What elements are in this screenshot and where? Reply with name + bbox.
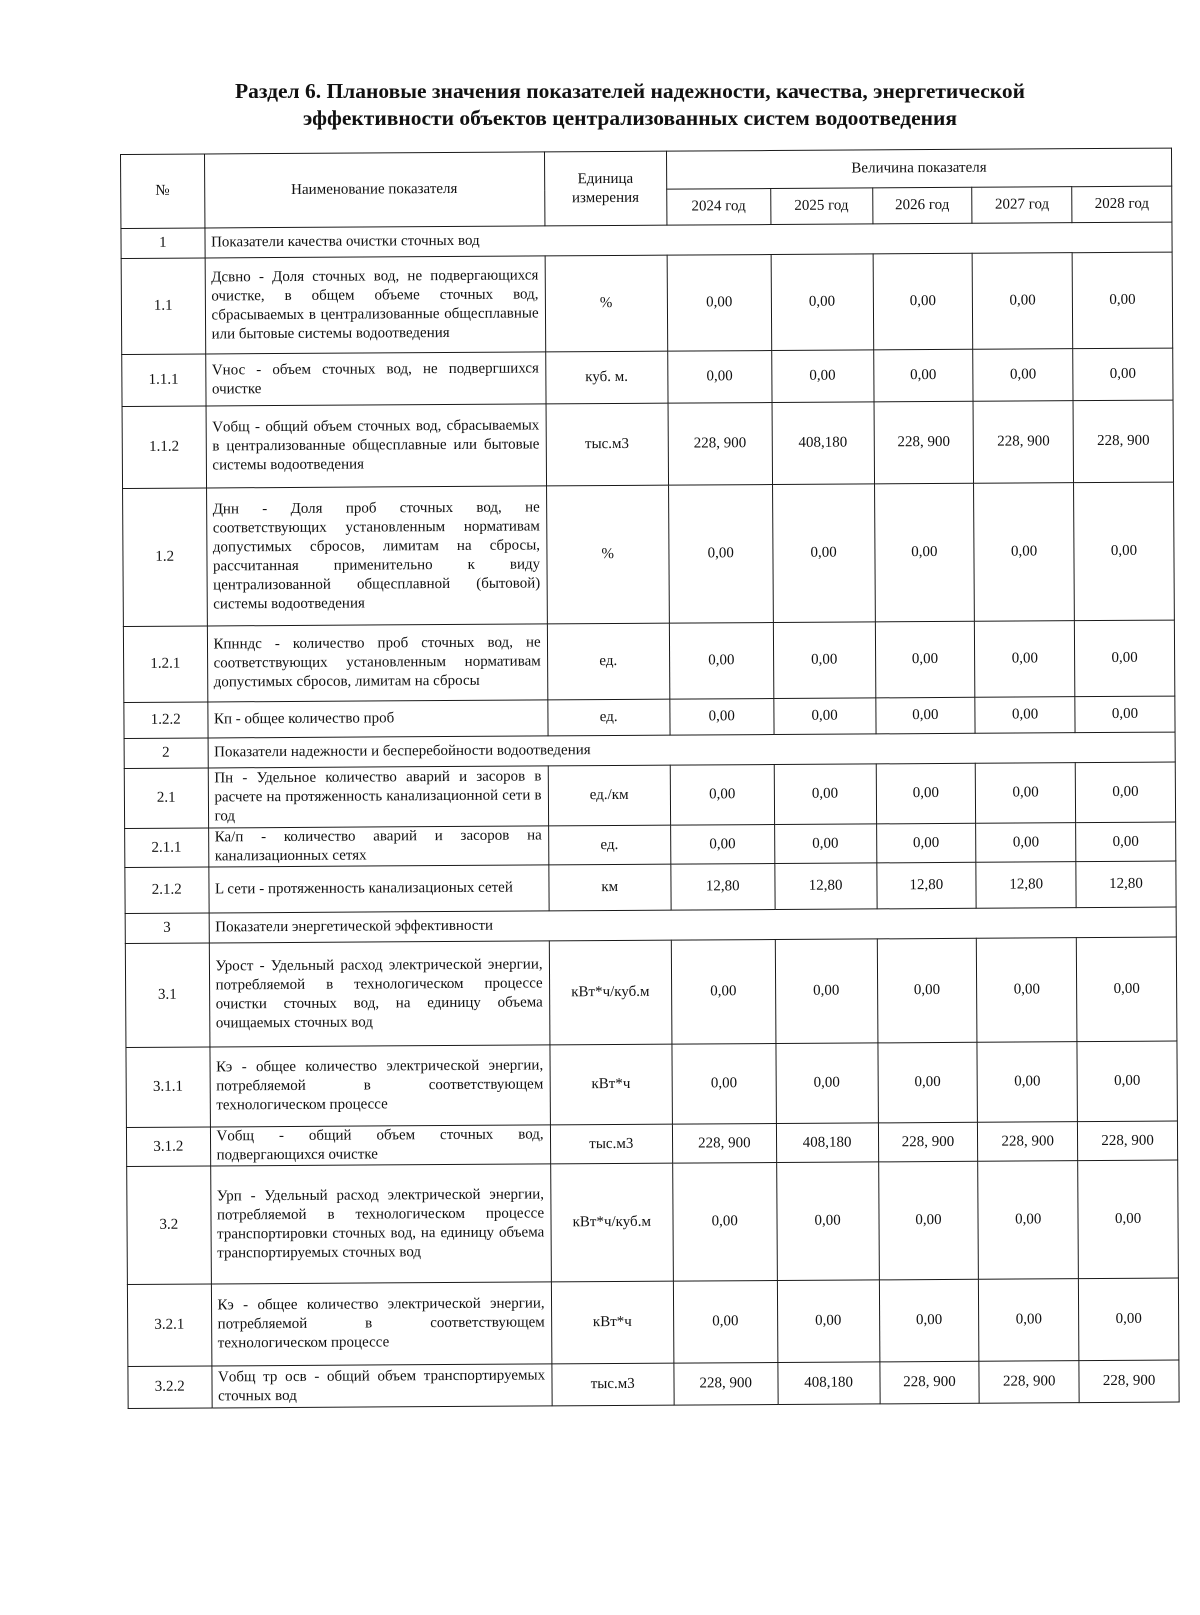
header-year: 2028 год — [1072, 186, 1172, 223]
indicator-value: 0,00 — [776, 1162, 879, 1281]
indicator-value: 0,00 — [777, 1280, 879, 1363]
table-row — [125, 937, 1177, 1047]
indicator-unit: тыс.м3 — [550, 1124, 672, 1164]
table-row — [122, 400, 1173, 488]
indicator-name: L сети - протяженность канализационых сетей — [208, 865, 548, 913]
indicator-num: 2.1 — [124, 768, 208, 829]
section-title: Показатели энергетической эффективности — [209, 907, 1177, 943]
indicator-value: 0,00 — [974, 483, 1075, 622]
indicator-num: 2.1.1 — [125, 828, 209, 868]
indicator-value: 0,00 — [1074, 482, 1175, 621]
indicator-value: 0,00 — [672, 1044, 776, 1125]
indicator-value: 0,00 — [873, 349, 973, 402]
indicator-value: 0,00 — [670, 825, 774, 865]
indicator-value: 0,00 — [876, 763, 976, 824]
indicator-value: 0,00 — [1076, 822, 1176, 862]
indicator-unit: % — [545, 255, 668, 352]
indicator-value: 0,00 — [879, 1279, 979, 1362]
indicator-value: 12,80 — [775, 863, 877, 910]
indicator-num: 1.2.2 — [124, 702, 208, 739]
indicator-num: 1.2 — [123, 488, 207, 627]
table-row — [125, 861, 1176, 913]
section-num: 1 — [121, 228, 205, 259]
indicator-value: 408,180 — [778, 1362, 880, 1405]
indicator-num: 3.1.2 — [126, 1127, 210, 1167]
title-line-2: эффективности объектов централизованных систем водоотведения — [302, 106, 958, 130]
indicator-value: 0,00 — [771, 254, 873, 351]
section-num: 2 — [124, 738, 208, 769]
indicator-value: 0,00 — [774, 824, 876, 864]
table-row — [122, 348, 1173, 406]
table-row — [127, 1278, 1178, 1366]
table-row — [123, 620, 1174, 702]
indicator-value: 0,00 — [771, 350, 873, 403]
indicator-num: 3.2.1 — [127, 1284, 211, 1367]
indicator-unit: кВт*ч/куб.м — [550, 1163, 673, 1282]
indicator-value: 0,00 — [977, 1042, 1077, 1123]
indicator-name: Vнос - объем сточных вод, не подвергшихся очистке — [205, 352, 545, 406]
indicator-value: 408,180 — [772, 402, 874, 485]
indicator-value: 0,00 — [1072, 252, 1172, 349]
table-row — [127, 1160, 1179, 1284]
indicator-value: 228, 900 — [1079, 1360, 1179, 1403]
indicator-name: Кэ - общее количество электрической энергии, потребляемой в соответствующем технологическом процессе — [211, 1282, 552, 1366]
indicator-value: 228, 900 — [979, 1361, 1079, 1404]
table-row — [128, 1360, 1179, 1408]
indicator-unit: кВт*ч — [550, 1044, 673, 1125]
indicator-value: 0,00 — [975, 697, 1075, 734]
header-num: № — [121, 154, 205, 229]
header-name: Наименование показателя — [204, 152, 545, 228]
indicator-value: 0,00 — [973, 349, 1073, 402]
indicator-value: 0,00 — [876, 823, 976, 863]
indicator-value: 0,00 — [1078, 1278, 1178, 1361]
indicator-name: Пн - Удельное количество аварий и засоров в расчете на протяженность канализационной сети в год — [208, 766, 548, 828]
indicator-value: 0,00 — [977, 938, 1077, 1043]
table-row — [121, 252, 1173, 354]
indicator-unit: ед./км — [548, 765, 671, 826]
header-year: 2024 год — [667, 189, 771, 226]
indicator-name: Vобщ - общий объем сточных вод, подвергающихся очистке — [210, 1125, 550, 1166]
indicator-value: 0,00 — [1078, 1160, 1179, 1279]
indicator-value: 0,00 — [975, 621, 1075, 698]
indicator-value: 228, 900 — [978, 1122, 1078, 1162]
indicator-num: 3.2.2 — [128, 1366, 212, 1409]
indicator-value: 0,00 — [976, 763, 1076, 824]
indicator-name: Днн - Доля проб сточных вод, не соответствующих установленным нормативам допустимых сбросов, лимитам на сбросы, рассчитанная применительно к виду централизованной общесплавной (бытовой) системы водоотведения — [206, 486, 547, 626]
indicator-num: 3.1 — [125, 943, 209, 1048]
indicator-unit: ед. — [547, 623, 670, 700]
indicator-unit: тыс.м3 — [546, 403, 669, 486]
indicator-value: 0,00 — [976, 823, 1076, 863]
indicator-value: 408,180 — [776, 1123, 878, 1163]
indicator-value: 12,80 — [976, 862, 1076, 909]
indicator-value: 0,00 — [670, 765, 774, 826]
indicator-name: Урост - Удельный расход электрической энергии, потребляемой в технологическом процессе очистки сточных вод, на единицу объема очищаемых сточных вод — [209, 941, 550, 1047]
indicator-value: 228, 900 — [973, 401, 1073, 484]
section-title: Показатели качества очистки сточных вод — [204, 222, 1172, 258]
table-row — [126, 1121, 1177, 1166]
indicator-value: 0,00 — [875, 697, 975, 734]
indicator-name: Ка/п - количество аварий и засоров на канализационных сетях — [208, 826, 548, 867]
table-body — [121, 222, 1179, 1408]
header-year: 2027 год — [972, 187, 1072, 224]
indicator-value: 0,00 — [673, 1163, 778, 1282]
indicator-value: 0,00 — [774, 764, 876, 825]
indicator-value: 228, 900 — [1073, 400, 1173, 483]
indicator-value: 228, 900 — [674, 1363, 778, 1406]
indicator-num: 1.2.1 — [123, 626, 207, 703]
indicator-value: 0,00 — [1073, 348, 1173, 401]
indicator-value: 0,00 — [1075, 762, 1175, 823]
table-row — [125, 822, 1176, 867]
indicator-num: 2.1.2 — [125, 867, 209, 914]
header-value: Величина показателя — [666, 148, 1171, 189]
indicator-value: 12,80 — [671, 864, 775, 911]
indicator-unit: кВт*ч — [551, 1281, 674, 1364]
indicator-value: 0,00 — [773, 622, 875, 699]
indicator-num: 3.1.1 — [126, 1047, 210, 1128]
indicator-value: 0,00 — [673, 1281, 777, 1364]
indicator-name: Урп - Удельный расход электрической энергии, потребляемой в технологическом процессе транспортировки сточных вод, на единицу объема транспортируемых сточных вод — [210, 1164, 551, 1284]
indicator-value: 0,00 — [668, 485, 773, 624]
indicator-unit: % — [546, 485, 669, 624]
indicator-name: Кэ - общее количество электрической энергии, потребляемой в соответствующем технологическом процессе — [209, 1045, 550, 1127]
indicator-num: 1.1.1 — [122, 354, 206, 407]
indicator-value: 228, 900 — [874, 401, 974, 484]
indicator-name: Vобщ - общий объем сточных вод, сбрасываемых в централизованные общесплавные или бытовые системы водоотведения — [206, 404, 547, 488]
header-unit: Единица измерения — [544, 151, 667, 226]
indicator-value: 0,00 — [667, 255, 771, 352]
header-year: 2025 год — [770, 188, 872, 225]
indicator-value: 0,00 — [874, 483, 975, 622]
indicator-value: 0,00 — [772, 484, 875, 623]
indicator-value: 0,00 — [669, 623, 773, 700]
indicator-value: 0,00 — [878, 1161, 979, 1280]
indicator-value: 0,00 — [670, 699, 774, 736]
indicator-unit: ед. — [547, 699, 669, 736]
table-row — [126, 1041, 1177, 1127]
document-title — [140, 78, 1120, 132]
indicator-value: 0,00 — [1075, 696, 1175, 733]
indicator-value: 12,80 — [1076, 861, 1176, 908]
indicator-value: 0,00 — [978, 1161, 1079, 1280]
indicator-value: 0,00 — [979, 1279, 1079, 1362]
indicator-value: 0,00 — [668, 351, 772, 404]
section-num: 3 — [125, 913, 209, 944]
indicator-value: 0,00 — [776, 1043, 878, 1124]
indicator-num: 1.1 — [121, 258, 205, 355]
indicator-unit: ед. — [548, 825, 670, 865]
table-row — [123, 482, 1175, 626]
indicator-value: 228, 900 — [672, 1124, 776, 1164]
indicator-unit: куб. м. — [545, 351, 668, 404]
indicator-value: 0,00 — [1076, 937, 1177, 1042]
indicator-value: 0,00 — [877, 1042, 977, 1123]
indicators-table — [120, 148, 1180, 1409]
indicator-value: 0,00 — [775, 939, 877, 1044]
indicator-value: 0,00 — [1074, 620, 1174, 697]
indicator-unit: км — [548, 864, 670, 911]
section-title: Показатели надежности и бесперебойности водоотведения — [208, 732, 1176, 768]
indicator-value: 0,00 — [671, 940, 775, 1045]
header-year: 2026 год — [872, 187, 972, 224]
indicator-name: Vобщ тр осв - общий объем транспортируемых сточных вод — [211, 1364, 551, 1408]
indicator-value: 228, 900 — [668, 403, 772, 486]
indicator-value: 0,00 — [873, 253, 973, 350]
indicator-value: 0,00 — [1077, 1041, 1177, 1122]
indicator-unit: тыс.м3 — [552, 1363, 674, 1406]
indicator-value: 228, 900 — [878, 1122, 978, 1162]
indicator-name: Дсвно - Доля сточных вод, не подвергающихся очистке, в общем объеме сточных вод, сбрасываемых в централизованные общесплавные или бытовые системы водоотведения — [205, 256, 546, 354]
indicator-value: 0,00 — [774, 698, 876, 735]
indicator-value: 12,80 — [876, 862, 976, 909]
indicator-num: 1.1.2 — [122, 406, 206, 489]
indicator-name: Кпнндс - количество проб сточных вод, не соответствующих установленным нормативам допустимых сбросов, лимитам на сбросы — [207, 624, 548, 702]
indicator-value: 0,00 — [877, 938, 977, 1043]
indicator-value: 0,00 — [972, 253, 1072, 350]
indicator-value: 0,00 — [875, 621, 975, 698]
title-line-1: Раздел 6. Плановые значения показателей надежности, качества, энергетической — [234, 79, 1026, 103]
table-row — [124, 762, 1175, 828]
indicator-value: 228, 900 — [879, 1361, 979, 1404]
indicator-num: 3.2 — [127, 1166, 211, 1285]
indicator-value: 228, 900 — [1078, 1121, 1178, 1161]
indicator-name: Кп - общее количество проб — [207, 700, 547, 738]
indicator-unit: кВт*ч/куб.м — [549, 940, 672, 1045]
